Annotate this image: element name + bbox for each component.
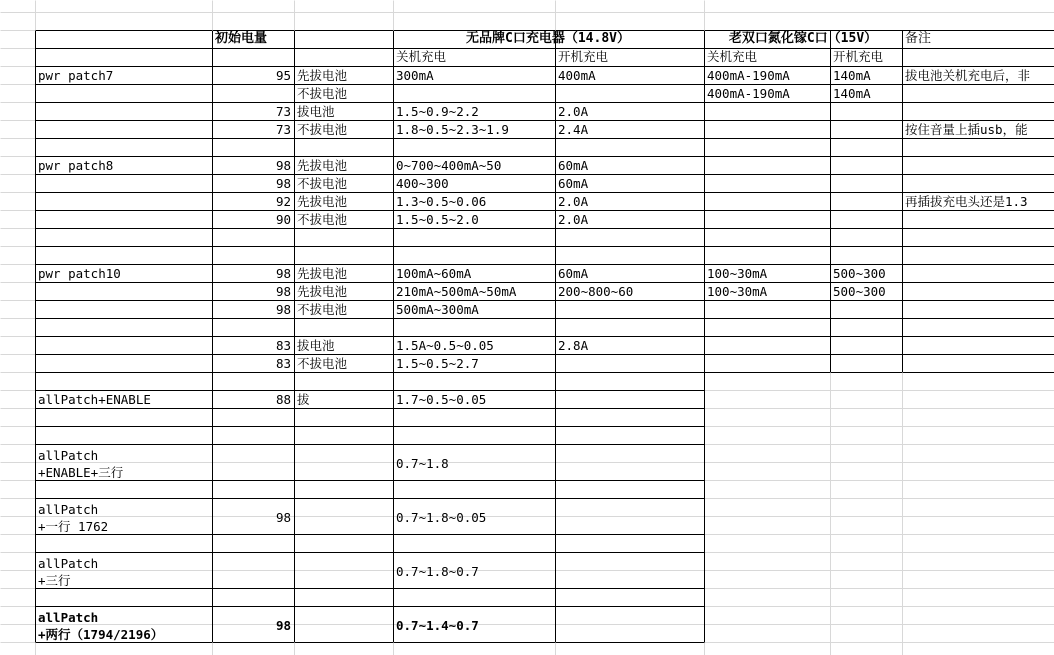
- note-cell[interactable]: 按住音量上插usb，能: [905, 122, 1028, 137]
- on-charge-1-cell[interactable]: 2.8A: [558, 338, 589, 353]
- battery-cell[interactable]: 98: [275, 158, 291, 173]
- off-charge-1-cell[interactable]: 0.7~1.8: [396, 456, 449, 471]
- battery-cell[interactable]: 98: [275, 266, 291, 281]
- on-charge-1-cell[interactable]: 60mA: [558, 176, 589, 191]
- header-group-gan-charger[interactable]: 老双口氮化镓C口（15V）: [728, 31, 878, 46]
- battery-cell[interactable]: 98: [275, 510, 291, 525]
- battery-cell[interactable]: 98: [275, 618, 291, 633]
- battery-cell[interactable]: 95: [275, 68, 291, 83]
- row-name-cell[interactable]: pwr patch8: [38, 158, 114, 173]
- on-charge-1-cell[interactable]: 200~800~60: [558, 284, 634, 299]
- mode-cell[interactable]: 拔: [297, 392, 310, 407]
- battery-cell[interactable]: 88: [275, 392, 291, 407]
- battery-cell[interactable]: 83: [275, 356, 291, 371]
- off-charge-1-cell[interactable]: 1.5~0.9~2.2: [396, 104, 479, 119]
- mode-cell[interactable]: 先拔电池: [297, 194, 348, 209]
- mode-cell[interactable]: 不拔电池: [297, 122, 348, 137]
- battery-cell[interactable]: 90: [275, 212, 291, 227]
- on-charge-2-cell[interactable]: 140mA: [833, 68, 871, 83]
- row-name-cell[interactable]: allPatch +一行 1762: [38, 502, 109, 534]
- battery-cell[interactable]: 98: [275, 284, 291, 299]
- mode-cell[interactable]: 不拔电池: [297, 302, 348, 317]
- row-name-cell[interactable]: allPatch +ENABLE+三行: [38, 448, 124, 480]
- mode-cell[interactable]: 不拔电池: [297, 86, 348, 101]
- note-cell[interactable]: 拔电池关机充电后，非: [905, 68, 1031, 83]
- battery-cell[interactable]: 83: [275, 338, 291, 353]
- on-charge-1-cell[interactable]: 2.4A: [558, 122, 589, 137]
- row-name-cell[interactable]: allPatch+ENABLE: [38, 392, 151, 407]
- off-charge-1-cell[interactable]: 210mA~500mA~50mA: [396, 284, 517, 299]
- battery-cell[interactable]: 98: [275, 176, 291, 191]
- subheader-on-charge-2[interactable]: 开机充电: [833, 49, 884, 64]
- off-charge-1-cell[interactable]: 0.7~1.8~0.05: [396, 510, 487, 525]
- off-charge-1-cell[interactable]: 300mA: [396, 68, 434, 83]
- off-charge-1-cell[interactable]: 0.7~1.4~0.7: [396, 618, 479, 633]
- note-cell[interactable]: 再插拔充电头还是1.3: [905, 194, 1028, 209]
- off-charge-1-cell[interactable]: 1.5A~0.5~0.05: [396, 338, 494, 353]
- off-charge-1-cell[interactable]: 400~300: [396, 176, 449, 191]
- row-name-cell[interactable]: pwr patch10: [38, 266, 121, 281]
- off-charge-2-cell[interactable]: 100~30mA: [707, 284, 768, 299]
- on-charge-1-cell[interactable]: 2.0A: [558, 212, 589, 227]
- off-charge-1-cell[interactable]: 500mA~300mA: [396, 302, 479, 317]
- on-charge-2-cell[interactable]: 140mA: [833, 86, 871, 101]
- off-charge-1-cell[interactable]: 1.3~0.5~0.06: [396, 194, 487, 209]
- battery-cell[interactable]: 98: [275, 302, 291, 317]
- battery-cell[interactable]: 73: [275, 104, 291, 119]
- subheader-off-charge-2[interactable]: 关机充电: [707, 49, 758, 64]
- off-charge-1-cell[interactable]: 1.5~0.5~2.0: [396, 212, 479, 227]
- on-charge-2-cell[interactable]: 500~300: [833, 284, 886, 299]
- header-initial-battery[interactable]: 初始电量: [215, 31, 268, 46]
- subheader-on-charge-1[interactable]: 开机充电: [558, 49, 609, 64]
- on-charge-1-cell[interactable]: 2.0A: [558, 194, 589, 209]
- mode-cell[interactable]: 不拔电池: [297, 176, 348, 191]
- subheader-off-charge-1[interactable]: 关机充电: [396, 49, 447, 64]
- header-notes[interactable]: 备注: [905, 31, 932, 46]
- row-name-cell[interactable]: pwr patch7: [38, 68, 114, 83]
- mode-cell[interactable]: 不拔电池: [297, 212, 348, 227]
- off-charge-1-cell[interactable]: 1.5~0.5~2.7: [396, 356, 479, 371]
- mode-cell[interactable]: 先拔电池: [297, 266, 348, 281]
- on-charge-1-cell[interactable]: 60mA: [558, 158, 589, 173]
- off-charge-2-cell[interactable]: 400mA-190mA: [707, 68, 790, 83]
- off-charge-2-cell[interactable]: 100~30mA: [707, 266, 768, 281]
- off-charge-1-cell[interactable]: 1.7~0.5~0.05: [396, 392, 487, 407]
- mode-cell[interactable]: 先拔电池: [297, 158, 348, 173]
- on-charge-1-cell[interactable]: 2.0A: [558, 104, 589, 119]
- battery-cell[interactable]: 73: [275, 122, 291, 137]
- battery-cell[interactable]: 92: [275, 194, 291, 209]
- on-charge-2-cell[interactable]: 500~300: [833, 266, 886, 281]
- off-charge-1-cell[interactable]: 0~700~400mA~50: [396, 158, 502, 173]
- off-charge-1-cell[interactable]: 1.8~0.5~2.3~1.9: [396, 122, 509, 137]
- mode-cell[interactable]: 先拔电池: [297, 68, 348, 83]
- header-group-unbranded-charger[interactable]: 无品牌C口充电器（14.8V）: [466, 31, 630, 46]
- row-name-cell[interactable]: allPatch +两行（1794/2196）: [38, 610, 164, 642]
- mode-cell[interactable]: 拔电池: [297, 338, 335, 353]
- row-name-cell[interactable]: allPatch +三行: [38, 556, 99, 588]
- off-charge-1-cell[interactable]: 100mA~60mA: [396, 266, 472, 281]
- on-charge-1-cell[interactable]: 60mA: [558, 266, 589, 281]
- mode-cell[interactable]: 拔电池: [297, 104, 335, 119]
- mode-cell[interactable]: 先拔电池: [297, 284, 348, 299]
- mode-cell[interactable]: 不拔电池: [297, 356, 348, 371]
- off-charge-2-cell[interactable]: 400mA-190mA: [707, 86, 790, 101]
- on-charge-1-cell[interactable]: 400mA: [558, 68, 596, 83]
- off-charge-1-cell[interactable]: 0.7~1.8~0.7: [396, 564, 479, 579]
